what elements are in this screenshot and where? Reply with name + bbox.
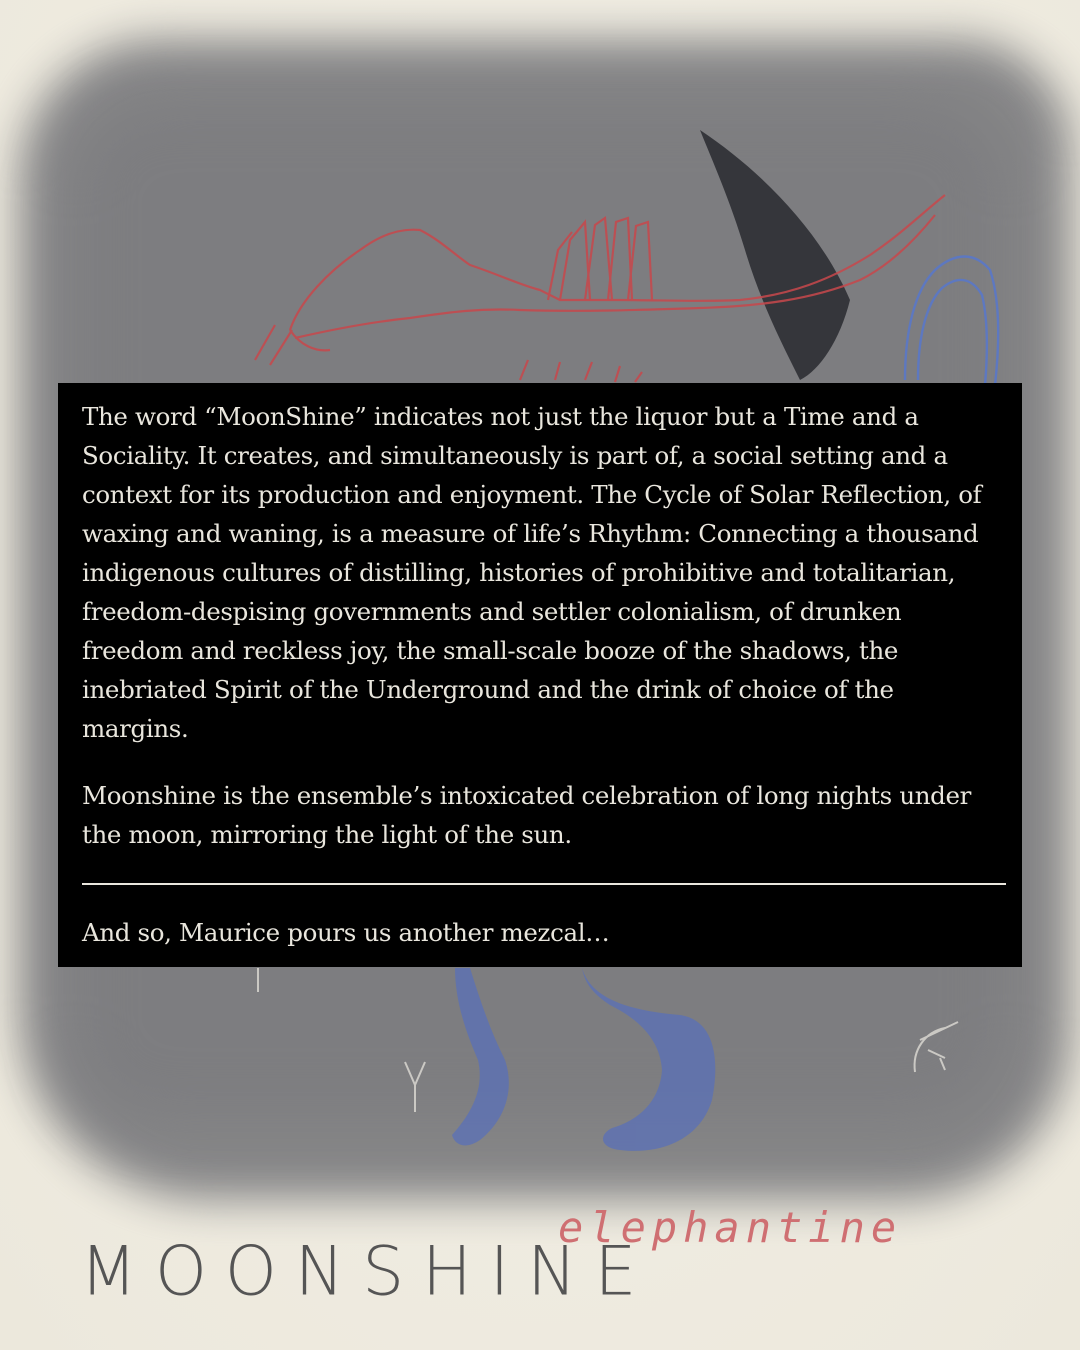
paragraph-2: Moonshine is the ensemble’s intoxicated celebration of long nights under the moon, mirroring the light of the sun. xyxy=(82,781,972,849)
divider xyxy=(82,883,1006,885)
text-panel xyxy=(58,383,1022,967)
title-wordmark: MOONSHINE xyxy=(80,1232,655,1311)
white-scribbles xyxy=(258,968,958,1112)
subtitle-wordmark: elephantine xyxy=(558,1203,903,1252)
blue-legs xyxy=(452,968,715,1151)
paragraph-1: The word “MoonShine” indicates not just the liquor but a Time and a Sociality. It creates, and simultaneously is part of, a social setting and a context for its production and enjoyment. The Cycle of Solar Reflection, of waxing and waning, is a measure of life’s Rhythm: Connecting a thousand indigenous cultures of distilling, histories of prohibitive and totalitarian, freedom-despising governments and settler colonialism, of drunken freedom and reckless joy, the small-scale booze of the shadows, the inebriated Spirit of the Underground and the drink of choice of the margins. xyxy=(82,402,982,743)
dark-wedge xyxy=(700,130,850,380)
blue-outline-drawing xyxy=(905,257,998,386)
closing-line: And so, Maurice pours us another mezcal… xyxy=(82,918,610,947)
